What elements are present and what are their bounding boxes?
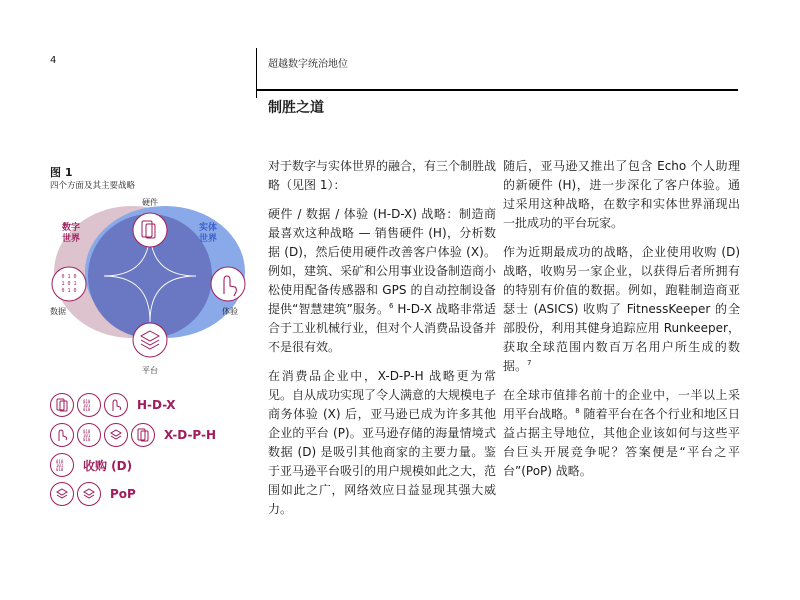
svg-text:1 0 1: 1 0 1 (61, 281, 77, 287)
legend-label-xdph: X-D-P-H (164, 428, 217, 442)
layers-icon (104, 423, 128, 447)
svg-text:0 1 0: 0 1 0 (61, 274, 77, 280)
section-rule (256, 89, 738, 91)
svg-text:101: 101 (83, 403, 91, 408)
legend-label-hdx: H-D-X (137, 398, 176, 412)
paragraph-platforms-text: 在全球市值排名前十的企业中，一半以上采用平台战略。 (503, 388, 740, 421)
svg-text:010: 010 (56, 467, 64, 472)
hand-icon (50, 423, 74, 447)
paragraph-amazon-hardware: 随后，亚马逊又推出了包含 Echo 个人助理的新硬件 (H)，进一步深化了客户体验。通过采用这种战略，在数字和实体世界涌现出一批成功的平台玩家。 (503, 159, 740, 230)
paragraph-hdx-tail: H-D-X 战略非常适合于工业机械行业，但对个人消费品设备并不是很有效。 (268, 302, 497, 354)
digital-world-line1: 数字 (61, 223, 81, 233)
section-title: 制胜之道 (268, 100, 324, 116)
phone-icon (131, 423, 155, 447)
physical-world-line2: 世界 (198, 234, 218, 244)
platform-node (133, 323, 167, 357)
running-title: 超越数字统治地位 (268, 59, 348, 70)
paragraph-hdx-text: 硬件 / 数据 / 体验 (H-D-X) 战略：制造商最喜欢这种战略 — 销售硬件 (H)，分析数据 (D)，然后使用硬件改善客户体验 (X)。例如，建筑、采矿和公用事业设备制造商小松使用配备传感器和 GPS 的自动控制设备提供“智慧建筑”服务。 (268, 207, 497, 316)
svg-text:010: 010 (83, 437, 91, 442)
paragraph-xdph: 在消费品企业中，X-D-P-H 战略更为常见。自从成功实现了令人满意的大规模电子商务体验 (X) 后，亚马逊已成为许多其他企业的平台 (P)。亚马逊存储的海量情境式数据 (D) 是吸引其他商家的主要力量。鉴于亚马逊平台吸引的用户规模如此之大，范围如此之广，网络效应日益显现其强大威力。 (268, 369, 497, 516)
text-column-left (268, 157, 496, 529)
layers-icon (50, 482, 74, 506)
physical-world-line1: 实体 (198, 223, 218, 233)
paragraph-acquisition (503, 243, 740, 376)
svg-text:101: 101 (56, 463, 64, 468)
footnote-6: 6 (389, 302, 394, 310)
phone-icon (50, 393, 74, 417)
paragraph-acquisition-text: 作为近期最成功的战略，企业使用收购 (D) 战略，收购另一家企业，以获得后者所拥有的特别有价值的数据。例如，跑鞋制造商亚瑟士 (ASICS) 收购了 FitnessKeeper 的全部股份，利用其健身追踪应用 Runkeeper，获取全球范围内数百万名用户所生成的数据。 (503, 245, 740, 373)
svg-text:010: 010 (83, 429, 91, 434)
legend-label-acquisition: 收购 (D) (83, 458, 133, 473)
data-icon (61, 274, 76, 294)
svg-text:010: 010 (83, 407, 91, 412)
paragraph-platforms-tail: 随着平台在各个行业和地区日益占据主导地位，其他企业该如何与这些平台巨头开展竞争呢？答案便是“平台之平台”(PoP) 战略。 (503, 407, 740, 478)
legend-row-acquisition (50, 453, 132, 477)
data-node (52, 267, 86, 301)
experience-node (211, 267, 245, 301)
svg-text:0 1 0: 0 1 0 (61, 288, 77, 294)
node-label-platform: 平台 (142, 366, 158, 375)
data-icon (77, 393, 101, 417)
legend-row-hdx (50, 393, 175, 417)
svg-text:101: 101 (83, 433, 91, 438)
node-label-hardware: 硬件 (142, 198, 158, 207)
figure-label: 图 1 (50, 166, 73, 179)
text-column-right (503, 157, 740, 491)
data-icon (77, 423, 101, 447)
paragraph-platforms (503, 386, 740, 481)
legend-row-xdph (50, 423, 216, 447)
footnote-7: 7 (527, 359, 532, 367)
node-label-experience: 体验 (222, 307, 238, 316)
node-label-data: 数据 (50, 307, 66, 316)
svg-text:010: 010 (83, 399, 91, 404)
strategy-diagram (40, 190, 255, 385)
digital-world-line2: 世界 (61, 234, 81, 244)
legend-row-pop (50, 482, 136, 506)
legend-label-pop: PoP (110, 487, 136, 501)
hardware-node (133, 213, 167, 247)
paragraph-hdx (268, 205, 496, 357)
hand-icon (104, 393, 128, 417)
data-icon (50, 453, 74, 477)
figure-caption: 四个方面及其主要战略 (50, 181, 136, 191)
svg-text:010: 010 (56, 459, 64, 464)
paragraph-intro: 对于数字与实体世界的融合，有三个制胜战略（见图 1）： (268, 159, 497, 192)
footnote-8: 8 (575, 407, 580, 415)
page-number: 4 (50, 55, 57, 66)
layers-icon (77, 482, 101, 506)
